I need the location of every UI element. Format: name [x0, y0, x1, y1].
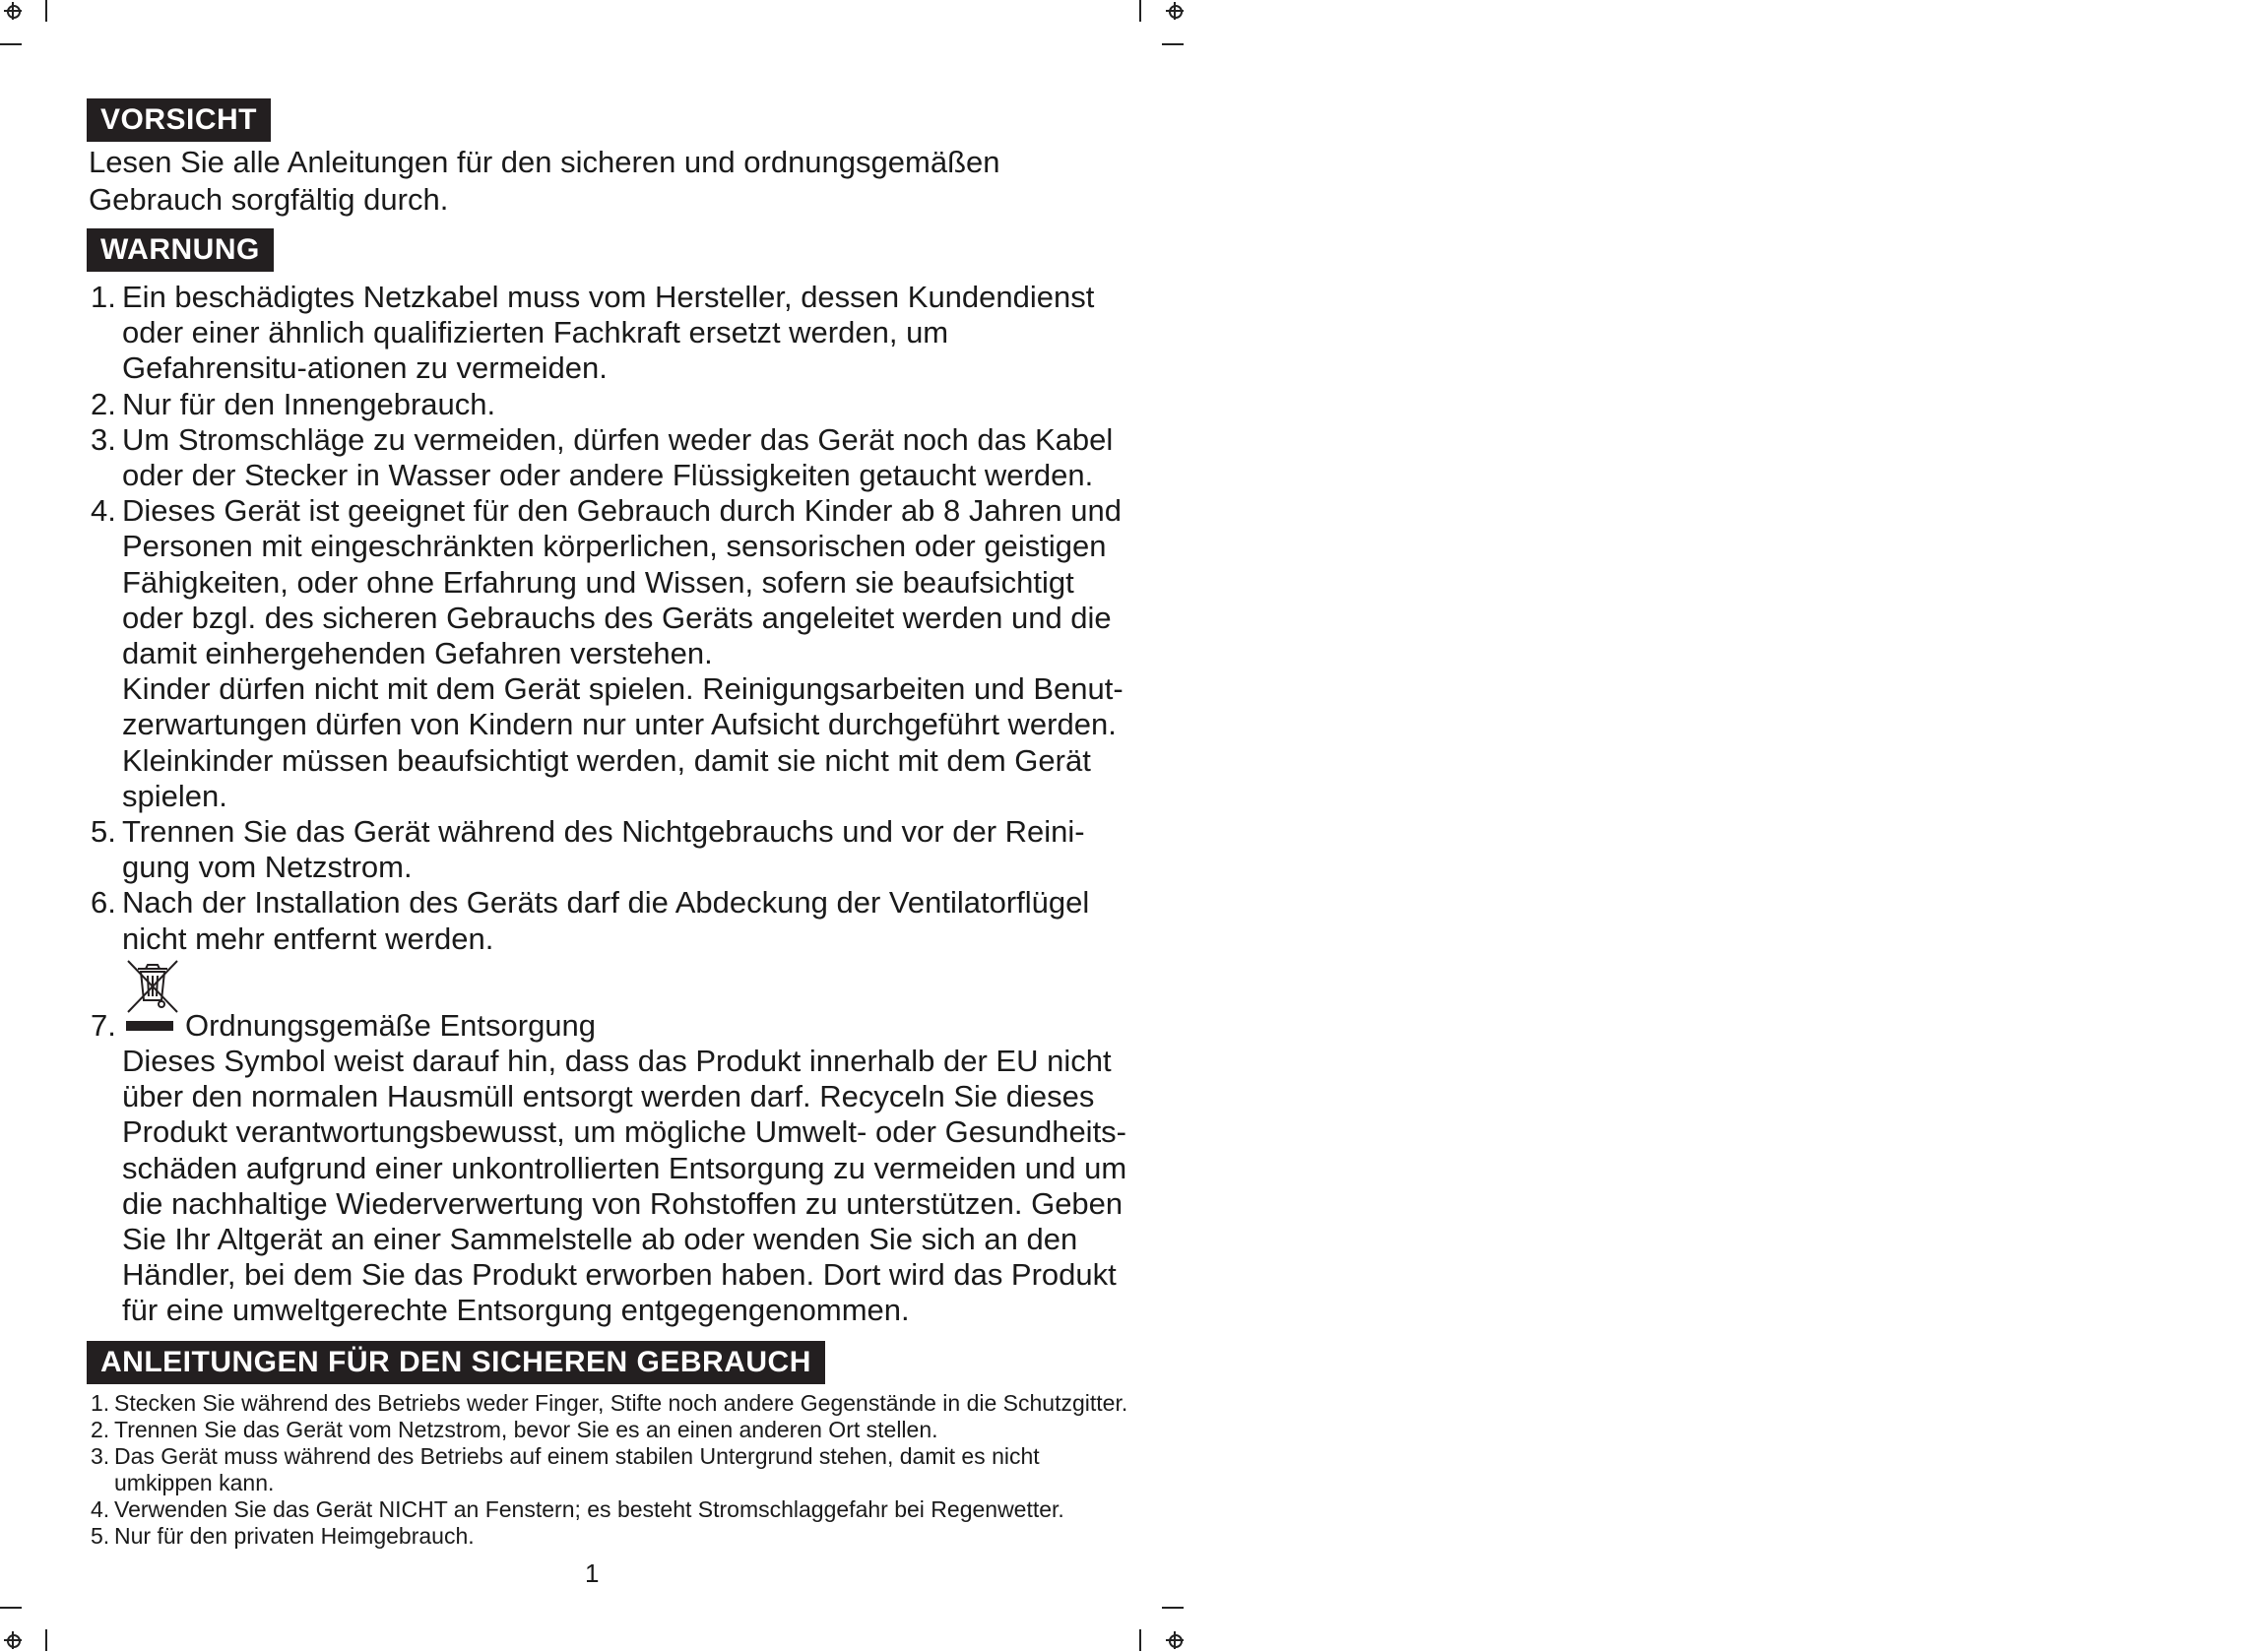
- crop-mark: [1139, 1629, 1141, 1651]
- crop-mark: [45, 0, 47, 22]
- list-item: [87, 814, 1130, 885]
- item-number: 2.: [91, 1416, 110, 1442]
- vorsicht-section: [87, 98, 1130, 219]
- registration-mark-bottom-left: [4, 1631, 22, 1649]
- manual-page: [87, 98, 1130, 1550]
- item-number: 1.: [91, 1389, 110, 1416]
- item-number: 1.: [91, 280, 116, 314]
- item-number: 5.: [91, 1522, 110, 1549]
- list-item: [87, 1390, 1130, 1417]
- page-number: 1: [585, 1558, 600, 1588]
- list-item-disposal: [87, 1008, 1130, 1329]
- crop-mark: [1139, 0, 1141, 22]
- item-number: 7.: [91, 1007, 116, 1043]
- weee-symbol-row: [87, 957, 1130, 1008]
- item-text: Dieses Gerät ist geeignet für den Gebrauch durch Kinder ab 8 Jahren und Personen mit eingeschränkten körperlichen, sensorischen oder geistigen Fähigkeiten, oder ohne Erfahrung und Wissen, sofern sie beaufsichtigt oder bzgl. des sicheren Gebrauchs des Geräts angeleitet werden und die damit einhergehenden Gefahren verstehen.: [122, 493, 1123, 671]
- item-text: Ein beschädigtes Netzkabel muss vom Hersteller, dessen Kundendienst oder einer ähnlich qualifizierten Fachkraft ersetzt werden, um Gefahrensitu-ationen zu vermeiden.: [122, 280, 1095, 386]
- warnung-heading: WARNUNG: [87, 228, 274, 272]
- item-text: Stecken Sie während des Betriebs weder Finger, Stifte noch andere Gegenstände in die Schutzgitter.: [114, 1389, 1128, 1416]
- item-text: Trennen Sie das Gerät während des Nichtgebrauchs und vor der Reini-gung vom Netzstrom.: [122, 814, 1085, 885]
- item-text: Das Gerät muss während des Betriebs auf einem stabilen Untergrund stehen, damit es nicht umkippen kann.: [114, 1442, 1040, 1495]
- item-number: 5.: [91, 814, 116, 850]
- list-item: [87, 1443, 1130, 1496]
- warnung-list: [87, 280, 1130, 1329]
- item-number: 6.: [91, 885, 116, 921]
- list-item: [87, 1496, 1130, 1523]
- anleitungen-section: [87, 1341, 1130, 1550]
- crop-mark: [1162, 1607, 1184, 1609]
- item-number: 3.: [91, 421, 116, 457]
- item-number: 2.: [91, 386, 116, 421]
- vorsicht-heading: VORSICHT: [87, 98, 271, 142]
- list-item: [87, 280, 1130, 387]
- anleitungen-list: [87, 1390, 1130, 1550]
- crop-mark: [0, 1607, 22, 1609]
- list-item: [87, 1417, 1130, 1443]
- disposal-heading: Ordnungsgemäße Entsorgung: [185, 1007, 597, 1043]
- disposal-text: Dieses Symbol weist darauf hin, dass das Produkt innerhalb der EU nicht über den normalen Hausmüll entsorgt werden darf. Recyceln Sie dieses Produkt verantwortungsbewusst, um mögliche Umwelt- oder Gesundheits-schäden aufgrund einer unkontrollierten Entsorgung zu vermeiden und um die nachhaltige Wiederverwertung von Rohstoffen zu unterstützen. Geben Sie Ihr Altgerät an einer Sammelstelle ab oder wenden Sie sich an den Händler, bei dem Sie das Produkt erworben haben. Dort wird das Produkt für eine umweltgerechte Entsorgung entgegengenommen.: [122, 1044, 1127, 1328]
- crop-mark: [1162, 43, 1184, 45]
- crossed-out-wheelie-bin-icon: [124, 959, 181, 1014]
- item-text: Kinder dürfen nicht mit dem Gerät spielen. Reinigungsarbeiten und Benut-zerwartungen dürfen von Kindern nur unter Aufsicht durchgeführt werden. Kleinkinder müssen beaufsichtigt werden, damit sie nicht mit dem Gerät spielen.: [122, 671, 1124, 813]
- anleitungen-heading: ANLEITUNGEN FÜR DEN SICHEREN GEBRAUCH: [87, 1341, 825, 1384]
- item-text: Trennen Sie das Gerät vom Netzstrom, bevor Sie es an einen anderen Ort stellen.: [114, 1416, 938, 1442]
- registration-mark-top-left: [4, 2, 22, 20]
- item-text: Nur für den Innengebrauch.: [122, 386, 496, 421]
- item-text: Verwenden Sie das Gerät NICHT an Fenstern; es besteht Stromschlaggefahr bei Regenwetter.: [114, 1495, 1064, 1522]
- weee-bar-symbol: [126, 1021, 173, 1031]
- item-text: Nur für den privaten Heimgebrauch.: [114, 1522, 475, 1549]
- list-item: [87, 885, 1130, 956]
- item-number: 4.: [91, 493, 116, 529]
- list-item: [87, 387, 1130, 422]
- list-item: [87, 493, 1130, 814]
- item-number: 4.: [91, 1495, 110, 1522]
- vorsicht-text: Lesen Sie alle Anleitungen für den sicheren und ordnungsgemäßen Gebrauch sorgfältig durch.: [89, 145, 1000, 217]
- registration-mark-bottom-right: [1166, 1631, 1184, 1649]
- registration-mark-top-right: [1166, 2, 1184, 20]
- crop-mark: [45, 1629, 47, 1651]
- item-number: 3.: [91, 1442, 110, 1469]
- item-text: Nach der Installation des Geräts darf die Abdeckung der Ventilatorflügel nicht mehr entfernt werden.: [122, 885, 1090, 956]
- list-item: [87, 422, 1130, 493]
- disposal-heading-row: [116, 1008, 1130, 1044]
- crop-mark: [0, 43, 22, 45]
- warnung-section: [87, 228, 1130, 1329]
- item-text: Um Stromschläge zu vermeiden, dürfen weder das Gerät noch das Kabel oder der Stecker in Wasser oder andere Flüssigkeiten getaucht werden.: [122, 421, 1114, 493]
- list-item: [87, 1523, 1130, 1550]
